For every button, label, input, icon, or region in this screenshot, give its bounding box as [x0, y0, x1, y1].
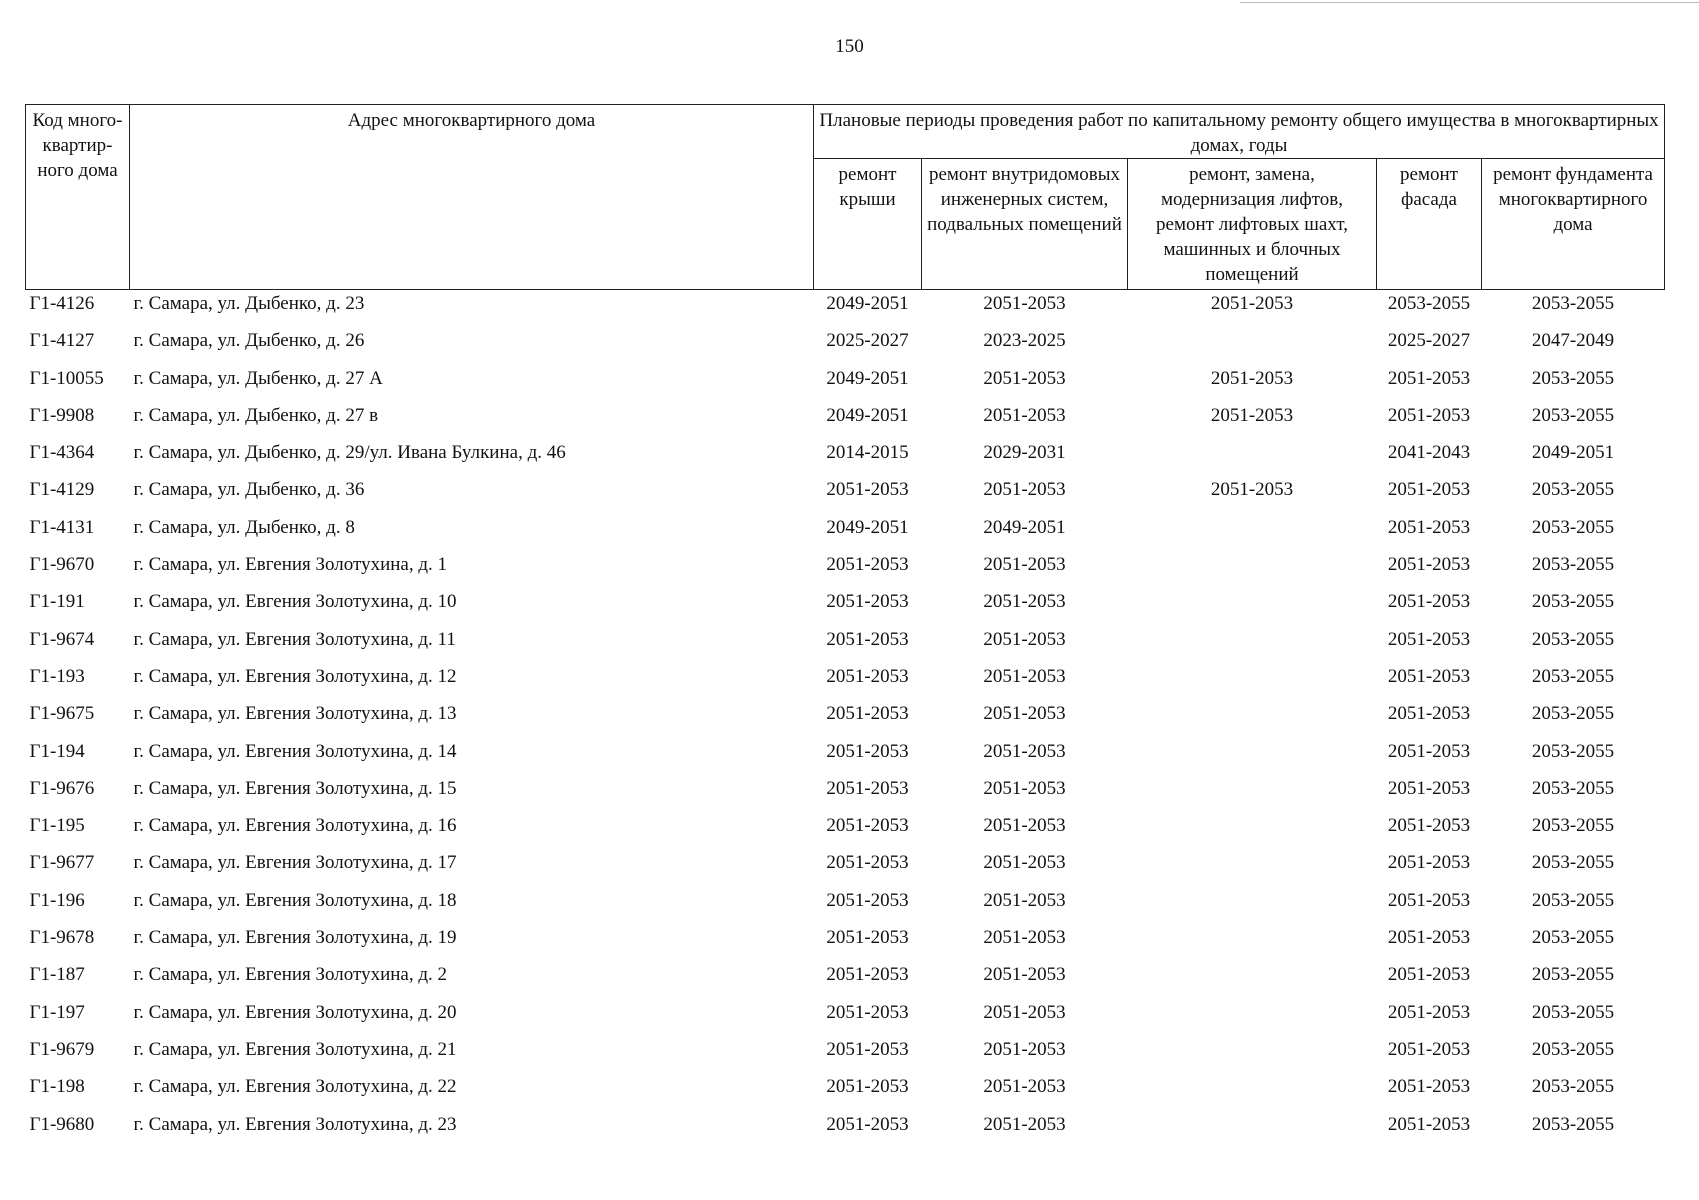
table-row	[26, 961, 1665, 998]
cell-facade: 2051-2053	[1387, 554, 1471, 576]
cell-lifts	[1128, 327, 1377, 364]
cell-roof: 2051-2053	[826, 1076, 909, 1098]
cell-code: Г1-197	[29, 1001, 85, 1023]
cell-systems: 2051-2053	[983, 367, 1066, 389]
cell-systems: 2051-2053	[983, 815, 1066, 837]
cell-address: г. Самара, ул. Евгения Золотухина, д. 17	[133, 852, 457, 874]
cell-roof: 2051-2053	[826, 964, 909, 986]
cell-roof: 2051-2053	[826, 665, 909, 687]
cell-lifts	[1128, 1036, 1377, 1073]
table-row	[26, 588, 1665, 625]
cell-lifts: 2051-2053	[1210, 479, 1294, 501]
cell-systems: 2051-2053	[983, 404, 1066, 426]
table-body	[26, 290, 1665, 1148]
header-address: Адрес многоквартирного дома	[130, 105, 814, 290]
table-row	[26, 1111, 1665, 1148]
cell-facade: 2051-2053	[1387, 367, 1471, 389]
cell-lifts: 2051-2053	[1210, 404, 1294, 426]
cell-foundation: 2053-2055	[1531, 554, 1615, 576]
cell-code: Г1-10055	[29, 367, 104, 389]
cell-code: Г1-9676	[29, 777, 95, 799]
cell-lifts	[1128, 514, 1377, 551]
cell-roof: 2014-2015	[826, 442, 909, 464]
cell-address: г. Самара, ул. Евгения Золотухина, д. 14	[133, 740, 457, 762]
cell-systems: 2051-2053	[983, 1076, 1066, 1098]
cell-facade: 2041-2043	[1387, 442, 1471, 464]
cell-facade: 2051-2053	[1387, 404, 1471, 426]
cell-foundation: 2053-2055	[1531, 852, 1615, 874]
table-row	[26, 849, 1665, 886]
cell-lifts	[1128, 961, 1377, 998]
cell-systems: 2029-2031	[983, 442, 1066, 464]
cell-foundation: 2053-2055	[1531, 628, 1615, 650]
cell-code: Г1-9678	[29, 927, 95, 949]
cell-foundation: 2053-2055	[1531, 889, 1615, 911]
cell-roof: 2051-2053	[826, 554, 909, 576]
cell-lifts: 2051-2053	[1210, 293, 1294, 314]
table-row	[26, 999, 1665, 1036]
cell-foundation: 2053-2055	[1531, 1001, 1615, 1023]
cell-systems: 2051-2053	[983, 665, 1066, 687]
cell-roof: 2051-2053	[826, 852, 909, 874]
cell-code: Г1-196	[29, 889, 85, 911]
cell-systems: 2051-2053	[983, 777, 1066, 799]
table-row	[26, 551, 1665, 588]
cell-foundation: 2053-2055	[1531, 777, 1615, 799]
cell-roof: 2049-2051	[826, 404, 909, 426]
page-number: 150	[835, 36, 864, 57]
cell-foundation: 2049-2051	[1531, 442, 1615, 464]
cell-lifts	[1128, 663, 1377, 700]
header-row-main	[26, 105, 1665, 159]
cell-systems: 2051-2053	[983, 740, 1066, 762]
table-row	[26, 700, 1665, 737]
table-row	[26, 775, 1665, 812]
cell-facade: 2051-2053	[1387, 927, 1471, 949]
cell-lifts	[1128, 439, 1377, 476]
table-row	[26, 290, 1665, 328]
cell-lifts	[1128, 700, 1377, 737]
cell-lifts: 2051-2053	[1210, 367, 1294, 389]
cell-code: Г1-195	[29, 815, 85, 837]
cell-foundation: 2053-2055	[1531, 591, 1615, 613]
cell-systems: 2051-2053	[983, 1001, 1066, 1023]
cell-facade: 2051-2053	[1387, 889, 1471, 911]
cell-roof: 2025-2027	[826, 330, 909, 352]
cell-address: г. Самара, ул. Евгения Золотухина, д. 20	[133, 1001, 457, 1023]
cell-roof: 2051-2053	[826, 1001, 909, 1023]
cell-address: г. Самара, ул. Евгения Золотухина, д. 11	[133, 628, 456, 650]
cell-foundation: 2053-2055	[1531, 367, 1615, 389]
table-row	[26, 812, 1665, 849]
table-row	[26, 738, 1665, 775]
table-row	[26, 626, 1665, 663]
header-systems: ремонт внутридомовых инженерных систем, подвальных помещений	[922, 159, 1128, 290]
cell-systems: 2051-2053	[983, 964, 1066, 986]
cell-lifts	[1128, 812, 1377, 849]
cell-facade: 2051-2053	[1387, 1001, 1471, 1023]
cell-systems: 2051-2053	[983, 554, 1066, 576]
cell-roof: 2049-2051	[826, 367, 909, 389]
cell-foundation: 2053-2055	[1531, 927, 1615, 949]
cell-address: г. Самара, ул. Евгения Золотухина, д. 1	[133, 554, 448, 576]
table-row	[26, 1036, 1665, 1073]
header-lifts: ремонт, замена, модернизация лифтов, ремонт лифтовых шахт, машинных и блочных помещений	[1128, 159, 1377, 290]
table-row	[26, 924, 1665, 961]
cell-code: Г1-194	[29, 740, 85, 762]
cell-facade: 2051-2053	[1387, 740, 1471, 762]
cell-facade: 2051-2053	[1387, 1113, 1471, 1135]
cell-foundation: 2053-2055	[1531, 1113, 1615, 1135]
cell-systems: 2051-2053	[983, 889, 1066, 911]
cell-code: Г1-191	[29, 591, 85, 613]
cell-lifts	[1128, 1073, 1377, 1110]
cell-facade: 2051-2053	[1387, 964, 1471, 986]
cell-systems: 2051-2053	[983, 1038, 1066, 1060]
cell-facade: 2051-2053	[1387, 703, 1471, 725]
cell-roof: 2051-2053	[826, 927, 909, 949]
cell-code: Г1-4131	[29, 516, 95, 538]
cell-foundation: 2053-2055	[1531, 479, 1615, 501]
cell-roof: 2051-2053	[826, 889, 909, 911]
header-facade: ремонт фасада	[1377, 159, 1482, 290]
cell-lifts	[1128, 551, 1377, 588]
cell-code: Г1-9675	[29, 703, 95, 725]
cell-address: г. Самара, ул. Дыбенко, д. 29/ул. Ивана Булкина, д. 46	[133, 442, 566, 464]
cell-lifts	[1128, 738, 1377, 775]
cell-address: г. Самара, ул. Дыбенко, д. 26	[133, 330, 365, 352]
cell-address: г. Самара, ул. Евгения Золотухина, д. 22	[133, 1076, 457, 1098]
cell-facade: 2051-2053	[1387, 815, 1471, 837]
cell-lifts	[1128, 999, 1377, 1036]
cell-roof: 2049-2051	[826, 516, 909, 538]
cell-facade: 2025-2027	[1387, 330, 1471, 352]
cell-facade: 2051-2053	[1387, 1076, 1471, 1098]
table-row	[26, 365, 1665, 402]
cell-facade: 2051-2053	[1387, 591, 1471, 613]
cell-code: Г1-9670	[29, 554, 95, 576]
header-code: Код много-квартир-ного дома	[26, 105, 130, 290]
cell-systems: 2051-2053	[983, 1113, 1066, 1135]
cell-roof: 2051-2053	[826, 740, 909, 762]
cell-address: г. Самара, ул. Евгения Золотухина, д. 2	[133, 964, 448, 986]
cell-roof: 2051-2053	[826, 628, 909, 650]
cell-code: Г1-9680	[29, 1113, 95, 1135]
header-periods: Плановые периоды проведения работ по капитальному ремонту общего имущества в многоквартирных домах, годы	[814, 105, 1665, 159]
cell-facade: 2051-2053	[1387, 1038, 1471, 1060]
cell-facade: 2053-2055	[1387, 293, 1471, 314]
cell-roof: 2049-2051	[826, 293, 909, 314]
table-row	[26, 402, 1665, 439]
scan-edge-line	[1240, 2, 1699, 3]
cell-foundation: 2053-2055	[1531, 740, 1615, 762]
cell-systems: 2051-2053	[983, 479, 1066, 501]
cell-lifts	[1128, 775, 1377, 812]
cell-foundation: 2047-2049	[1531, 330, 1615, 352]
cell-facade: 2051-2053	[1387, 777, 1471, 799]
cell-code: Г1-9908	[29, 404, 95, 426]
cell-address: г. Самара, ул. Евгения Золотухина, д. 12	[133, 665, 457, 687]
cell-systems: 2051-2053	[983, 591, 1066, 613]
cell-address: г. Самара, ул. Евгения Золотухина, д. 18	[133, 889, 457, 911]
cell-lifts	[1128, 588, 1377, 625]
cell-code: Г1-187	[29, 964, 85, 986]
cell-facade: 2051-2053	[1387, 479, 1471, 501]
cell-lifts	[1128, 849, 1377, 886]
cell-foundation: 2053-2055	[1531, 516, 1615, 538]
table-row	[26, 1073, 1665, 1110]
cell-roof: 2051-2053	[826, 479, 909, 501]
cell-code: Г1-4364	[29, 442, 95, 464]
cell-code: Г1-9674	[29, 628, 95, 650]
cell-code: Г1-193	[29, 665, 85, 687]
cell-code: Г1-4126	[29, 293, 95, 314]
cell-foundation: 2053-2055	[1531, 293, 1615, 314]
table-row	[26, 663, 1665, 700]
cell-systems: 2051-2053	[983, 703, 1066, 725]
cell-roof: 2051-2053	[826, 815, 909, 837]
cell-address: г. Самара, ул. Дыбенко, д. 27 в	[133, 404, 379, 426]
repair-schedule-table	[25, 104, 1665, 1148]
cell-roof: 2051-2053	[826, 1038, 909, 1060]
cell-address: г. Самара, ул. Евгения Золотухина, д. 16	[133, 815, 457, 837]
cell-code: Г1-9679	[29, 1038, 95, 1060]
cell-foundation: 2053-2055	[1531, 404, 1615, 426]
cell-systems: 2051-2053	[983, 852, 1066, 874]
cell-foundation: 2053-2055	[1531, 1038, 1615, 1060]
cell-lifts	[1128, 887, 1377, 924]
cell-address: г. Самара, ул. Евгения Золотухина, д. 13	[133, 703, 457, 725]
cell-lifts	[1128, 924, 1377, 961]
cell-address: г. Самара, ул. Дыбенко, д. 27 А	[133, 367, 383, 389]
cell-foundation: 2053-2055	[1531, 703, 1615, 725]
cell-lifts	[1128, 1111, 1377, 1148]
cell-foundation: 2053-2055	[1531, 964, 1615, 986]
cell-address: г. Самара, ул. Евгения Золотухина, д. 19	[133, 927, 457, 949]
cell-address: г. Самара, ул. Евгения Золотухина, д. 21	[133, 1038, 457, 1060]
cell-address: г. Самара, ул. Евгения Золотухина, д. 15	[133, 777, 457, 799]
table-row	[26, 327, 1665, 364]
cell-address: г. Самара, ул. Дыбенко, д. 36	[133, 479, 365, 501]
cell-address: г. Самара, ул. Евгения Золотухина, д. 10	[133, 591, 457, 613]
cell-systems: 2051-2053	[983, 293, 1066, 314]
cell-systems: 2023-2025	[983, 330, 1066, 352]
cell-foundation: 2053-2055	[1531, 665, 1615, 687]
cell-systems: 2051-2053	[983, 628, 1066, 650]
header-roof: ремонт крыши	[814, 159, 922, 290]
cell-systems: 2049-2051	[983, 516, 1066, 538]
cell-address: г. Самара, ул. Дыбенко, д. 23	[133, 293, 365, 314]
cell-roof: 2051-2053	[826, 591, 909, 613]
cell-facade: 2051-2053	[1387, 665, 1471, 687]
cell-facade: 2051-2053	[1387, 516, 1471, 538]
table-row	[26, 476, 1665, 513]
cell-roof: 2051-2053	[826, 703, 909, 725]
cell-address: г. Самара, ул. Евгения Золотухина, д. 23	[133, 1113, 457, 1135]
cell-foundation: 2053-2055	[1531, 815, 1615, 837]
cell-code: Г1-9677	[29, 852, 95, 874]
cell-systems: 2051-2053	[983, 927, 1066, 949]
cell-code: Г1-4129	[29, 479, 95, 501]
cell-lifts	[1128, 626, 1377, 663]
cell-facade: 2051-2053	[1387, 852, 1471, 874]
cell-facade: 2051-2053	[1387, 628, 1471, 650]
cell-foundation: 2053-2055	[1531, 1076, 1615, 1098]
table-row	[26, 439, 1665, 476]
table-row	[26, 887, 1665, 924]
cell-code: Г1-4127	[29, 330, 95, 352]
cell-address: г. Самара, ул. Дыбенко, д. 8	[133, 516, 355, 538]
header-foundation: ремонт фундамента многоквартирного дома	[1482, 159, 1665, 290]
cell-roof: 2051-2053	[826, 1113, 909, 1135]
table-row	[26, 514, 1665, 551]
cell-roof: 2051-2053	[826, 777, 909, 799]
cell-code: Г1-198	[29, 1076, 85, 1098]
